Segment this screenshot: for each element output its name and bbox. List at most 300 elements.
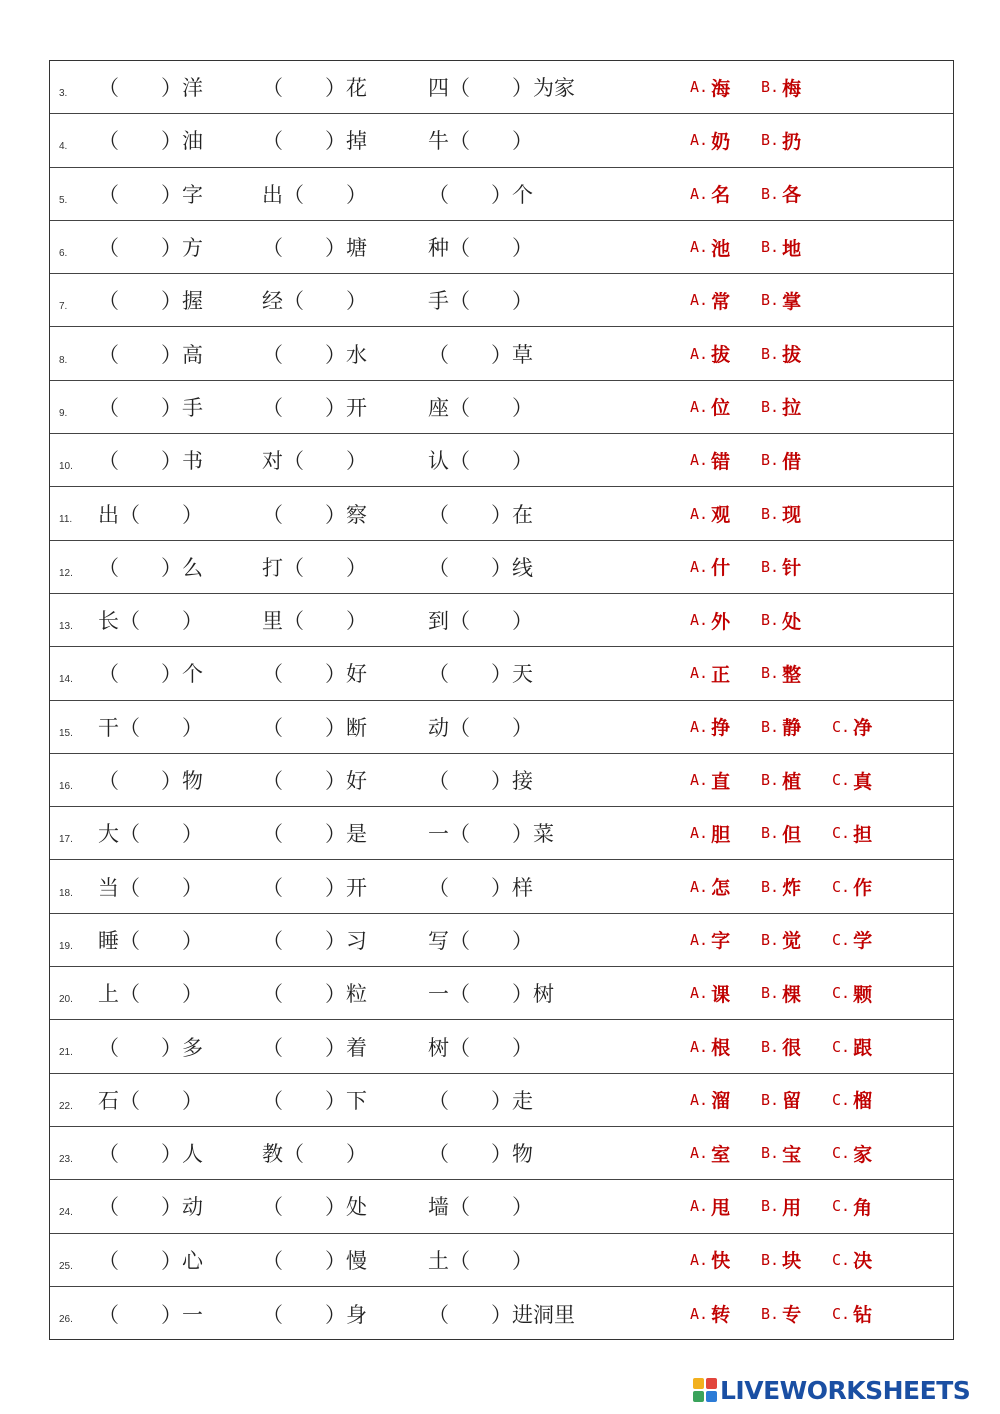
question-row — [50, 274, 953, 327]
answer-option-letter: C. — [832, 984, 851, 1003]
fill-in-blank-item[interactable]: （ ）接 — [428, 769, 533, 794]
fill-in-blank-item[interactable]: 出（ ） — [98, 502, 203, 527]
answer-option-char: 溜 — [711, 1090, 731, 1113]
answer-option-letter: A. — [690, 1197, 709, 1216]
answer-option[interactable] — [690, 168, 730, 220]
answer-option[interactable] — [761, 328, 801, 380]
answer-option-char: 甩 — [711, 1196, 731, 1219]
answer-option[interactable] — [761, 1234, 801, 1286]
answer-option-letter: B. — [761, 611, 780, 630]
question-number: 18. — [59, 887, 73, 899]
answer-option-char: 常 — [711, 290, 731, 313]
answer-option[interactable] — [761, 861, 801, 913]
fill-in-blank-item[interactable]: （ ）好 — [262, 662, 367, 687]
answer-option[interactable] — [832, 1234, 872, 1286]
answer-option-char: 快 — [711, 1250, 731, 1273]
question-number: 14. — [59, 674, 73, 686]
question-number: 5. — [59, 194, 68, 206]
question-row — [50, 221, 953, 274]
answer-option-letter: C. — [832, 930, 851, 949]
answer-option[interactable] — [690, 861, 730, 913]
answer-option-letter: B. — [761, 877, 780, 896]
answer-option-char: 植 — [782, 770, 802, 793]
answer-option-char: 榴 — [853, 1090, 873, 1113]
fill-in-blank-item[interactable]: （ ）高 — [98, 342, 203, 367]
answer-option[interactable] — [761, 381, 801, 433]
answer-option[interactable] — [832, 914, 872, 966]
liveworksheets-logo-text: LIVEWORKSHEETS — [720, 1375, 971, 1405]
liveworksheets-logo — [693, 1375, 970, 1405]
fill-in-blank-item[interactable]: （ ）在 — [428, 502, 533, 527]
answer-option[interactable] — [761, 807, 801, 859]
question-row — [50, 381, 953, 434]
answer-option[interactable] — [690, 647, 730, 699]
answer-option-letter: B. — [761, 1144, 780, 1163]
answer-option-letter: A. — [690, 984, 709, 1003]
answer-option-letter: A. — [690, 1090, 709, 1109]
answer-option[interactable] — [832, 807, 872, 859]
answer-option-letter: C. — [832, 1144, 851, 1163]
answer-option-char: 很 — [782, 1037, 802, 1060]
answer-option-letter: A. — [690, 771, 709, 790]
answer-option[interactable] — [690, 487, 730, 539]
fill-in-blank-item[interactable]: （ ）水 — [262, 342, 367, 367]
fill-in-blank-item[interactable]: 树（ ） — [428, 1035, 533, 1060]
answer-option-letter: A. — [690, 238, 709, 257]
answer-option-char: 名 — [711, 184, 731, 207]
fill-in-blank-item[interactable]: （ ）处 — [262, 1195, 367, 1220]
answer-option[interactable] — [690, 434, 730, 486]
answer-option-letter: C. — [832, 1197, 851, 1216]
fill-in-blank-item[interactable]: 墙（ ） — [428, 1195, 533, 1220]
answer-option[interactable] — [690, 1127, 730, 1179]
fill-in-blank-item[interactable]: （ ）断 — [262, 715, 367, 740]
answer-option-char: 处 — [782, 610, 802, 633]
answer-option[interactable] — [832, 967, 872, 1019]
answer-option[interactable] — [761, 967, 801, 1019]
fill-in-blank-item[interactable]: 种（ ） — [428, 236, 533, 261]
answer-option[interactable] — [690, 701, 730, 753]
answer-option-letter: A. — [690, 1304, 709, 1323]
answer-option-letter: C. — [832, 1090, 851, 1109]
answer-option[interactable] — [761, 594, 801, 646]
answer-option-letter: A. — [690, 451, 709, 470]
answer-option-char: 掌 — [782, 290, 802, 313]
answer-option[interactable] — [832, 1287, 872, 1340]
question-row — [50, 967, 953, 1020]
answer-option-char: 观 — [711, 504, 731, 527]
question-row — [50, 807, 953, 860]
fill-in-blank-item[interactable]: （ ）走 — [428, 1088, 533, 1113]
answer-option-letter: B. — [761, 344, 780, 363]
question-number: 24. — [59, 1207, 73, 1219]
answer-option[interactable] — [690, 274, 730, 326]
answer-option-char: 海 — [711, 77, 731, 100]
answer-option[interactable] — [761, 701, 801, 753]
fill-in-blank-item[interactable]: （ ）洋 — [98, 76, 203, 101]
fill-in-blank-item[interactable]: （ ）好 — [262, 769, 367, 794]
answer-option-char: 真 — [853, 770, 873, 793]
answer-option-letter: B. — [761, 1304, 780, 1323]
answer-option-char: 直 — [711, 770, 731, 793]
answer-option[interactable] — [690, 114, 730, 166]
answer-option-letter: C. — [832, 1250, 851, 1269]
answer-option-char: 静 — [782, 717, 802, 740]
answer-option[interactable] — [690, 1234, 730, 1286]
answer-option[interactable] — [832, 1127, 872, 1179]
answer-option[interactable] — [761, 61, 801, 113]
answer-option[interactable] — [690, 754, 730, 806]
fill-in-blank-item[interactable]: 牛（ ） — [428, 129, 533, 154]
fill-in-blank-item[interactable]: 当（ ） — [98, 875, 203, 900]
answer-option-letter: B. — [761, 664, 780, 683]
fill-in-blank-item[interactable]: （ ）慢 — [262, 1248, 367, 1273]
question-row — [50, 114, 953, 167]
question-row — [50, 61, 953, 114]
fill-in-blank-item[interactable]: （ ）心 — [98, 1248, 203, 1273]
fill-in-blank-item[interactable]: 大（ ） — [98, 822, 203, 847]
question-number: 16. — [59, 780, 73, 792]
answer-option[interactable] — [690, 807, 730, 859]
answer-option-char: 觉 — [782, 930, 802, 953]
answer-option-letter: B. — [761, 824, 780, 843]
answer-option-char: 梅 — [782, 77, 802, 100]
answer-option-letter: A. — [690, 397, 709, 416]
fill-in-blank-item[interactable]: （ ）开 — [262, 875, 367, 900]
answer-option-letter: C. — [832, 824, 851, 843]
answer-option[interactable] — [761, 168, 801, 220]
answer-option-letter: A. — [690, 1144, 709, 1163]
fill-in-blank-item[interactable]: （ ）握 — [98, 289, 203, 314]
answer-option-char: 借 — [782, 450, 802, 473]
answer-option-char: 位 — [711, 397, 731, 420]
answer-option-letter: B. — [761, 291, 780, 310]
question-row — [50, 594, 953, 647]
answer-option-letter: B. — [761, 557, 780, 576]
question-number: 25. — [59, 1260, 73, 1272]
answer-option[interactable] — [832, 701, 872, 753]
answer-option[interactable] — [761, 541, 801, 593]
answer-option-char: 外 — [711, 610, 731, 633]
question-row — [50, 541, 953, 594]
answer-option-letter: B. — [761, 451, 780, 470]
question-row — [50, 701, 953, 754]
answer-option-letter: A. — [690, 291, 709, 310]
question-number: 6. — [59, 247, 68, 259]
answer-option-char: 挣 — [711, 717, 731, 740]
answer-option[interactable] — [761, 434, 801, 486]
answer-option-letter: C. — [832, 1037, 851, 1056]
question-row — [50, 487, 953, 540]
fill-in-blank-item[interactable]: （ ）察 — [262, 502, 367, 527]
answer-option-char: 室 — [711, 1143, 731, 1166]
question-number: 19. — [59, 940, 73, 952]
answer-option-letter: A. — [690, 557, 709, 576]
fill-in-blank-item[interactable]: （ ）个 — [428, 182, 533, 207]
fill-in-blank-item[interactable]: （ ）字 — [98, 182, 203, 207]
answer-option-char: 跟 — [853, 1037, 873, 1060]
fill-in-blank-item[interactable]: （ ）物 — [98, 769, 203, 794]
answer-option[interactable] — [761, 114, 801, 166]
fill-in-blank-item[interactable]: （ ）方 — [98, 236, 203, 261]
fill-in-blank-item[interactable]: 上（ ） — [98, 982, 203, 1007]
answer-option-char: 宝 — [782, 1143, 802, 1166]
fill-in-blank-item[interactable]: （ ）粒 — [262, 982, 367, 1007]
answer-option-letter: B. — [761, 1197, 780, 1216]
answer-option-letter: B. — [761, 717, 780, 736]
answer-option-letter: B. — [761, 1090, 780, 1109]
answer-option[interactable] — [690, 1287, 730, 1340]
answer-option-letter: B. — [761, 771, 780, 790]
answer-option-char: 作 — [853, 877, 873, 900]
answer-option-letter: A. — [690, 664, 709, 683]
fill-in-blank-item[interactable]: （ ）天 — [428, 662, 533, 687]
fill-in-blank-item[interactable]: （ ）多 — [98, 1035, 203, 1060]
answer-option[interactable] — [690, 221, 730, 273]
fill-in-blank-item[interactable]: （ ）是 — [262, 822, 367, 847]
answer-option[interactable] — [761, 647, 801, 699]
question-number: 4. — [59, 141, 68, 153]
fill-in-blank-item[interactable]: （ ）习 — [262, 928, 367, 953]
question-row — [50, 914, 953, 967]
answer-option-char: 什 — [711, 557, 731, 580]
fill-in-blank-item[interactable]: 里（ ） — [262, 609, 367, 634]
answer-option-letter: B. — [761, 184, 780, 203]
answer-option[interactable] — [690, 914, 730, 966]
fill-in-blank-item[interactable]: 睡（ ） — [98, 928, 203, 953]
answer-option-char: 但 — [782, 823, 802, 846]
question-row — [50, 1287, 953, 1340]
answer-option-letter: A. — [690, 184, 709, 203]
question-row — [50, 861, 953, 914]
answer-option-char: 错 — [711, 450, 731, 473]
answer-option[interactable] — [690, 967, 730, 1019]
answer-option-char: 学 — [853, 930, 873, 953]
answer-option-letter: B. — [761, 1250, 780, 1269]
fill-in-blank-item[interactable]: （ ）草 — [428, 342, 533, 367]
fill-in-blank-item[interactable]: （ ）手 — [98, 395, 203, 420]
question-number: 7. — [59, 301, 68, 313]
question-row — [50, 1180, 953, 1233]
fill-in-blank-item[interactable]: （ ）线 — [428, 555, 533, 580]
question-number: 9. — [59, 407, 68, 419]
answer-option-char: 担 — [853, 823, 873, 846]
fill-in-blank-item[interactable]: （ ）掉 — [262, 129, 367, 154]
answer-option[interactable] — [761, 1287, 801, 1340]
answer-option-letter: A. — [690, 877, 709, 896]
answer-option-char: 扔 — [782, 130, 802, 153]
answer-option-letter: A. — [690, 78, 709, 97]
fill-in-blank-item[interactable]: （ ）油 — [98, 129, 203, 154]
question-row — [50, 1074, 953, 1127]
question-number: 23. — [59, 1154, 73, 1165]
question-row — [50, 328, 953, 381]
answer-option-char: 颗 — [853, 983, 873, 1006]
answer-option[interactable] — [832, 1074, 872, 1126]
fill-in-blank-item[interactable]: 土（ ） — [428, 1248, 533, 1273]
answer-option-letter: A. — [690, 344, 709, 363]
fill-in-blank-item[interactable]: 出（ ） — [262, 182, 367, 207]
answer-option-char: 拔 — [711, 344, 731, 367]
answer-option-char: 决 — [853, 1250, 873, 1273]
question-row — [50, 1234, 953, 1287]
fill-in-blank-item[interactable]: 座（ ） — [428, 395, 533, 420]
question-number: 21. — [59, 1047, 73, 1059]
fill-in-blank-item[interactable]: （ ）着 — [262, 1035, 367, 1060]
fill-in-blank-item[interactable]: （ ）花 — [262, 76, 367, 101]
answer-option-char: 钻 — [853, 1304, 873, 1327]
fill-in-blank-item[interactable]: 打（ ） — [262, 555, 367, 580]
answer-option-char: 现 — [782, 504, 802, 527]
question-number: 12. — [59, 567, 73, 579]
answer-option-char: 胆 — [711, 823, 731, 846]
question-number: 26. — [59, 1313, 73, 1325]
answer-option-letter: B. — [761, 930, 780, 949]
question-number: 11. — [59, 514, 73, 526]
answer-option-letter: B. — [761, 397, 780, 416]
answer-option-char: 拔 — [782, 344, 802, 367]
answer-option-letter: A. — [690, 824, 709, 843]
answer-option[interactable] — [761, 754, 801, 806]
fill-in-blank-item[interactable]: （ ）动 — [98, 1195, 203, 1220]
answer-option-letter: A. — [690, 930, 709, 949]
question-number: 20. — [59, 994, 73, 1006]
fill-in-blank-item[interactable]: 到（ ） — [428, 609, 533, 634]
fill-in-blank-item[interactable]: 石（ ） — [98, 1088, 203, 1113]
fill-in-blank-item[interactable]: 经（ ） — [262, 289, 367, 314]
fill-in-blank-item[interactable]: （ ）开 — [262, 395, 367, 420]
question-row — [50, 1020, 953, 1073]
question-number: 3. — [59, 88, 68, 99]
answer-option-char: 怎 — [711, 877, 731, 900]
question-number: 13. — [59, 621, 73, 632]
fill-in-blank-item[interactable]: （ ）下 — [262, 1088, 367, 1113]
answer-option[interactable] — [832, 1020, 872, 1072]
fill-in-blank-item[interactable]: 教（ ） — [262, 1142, 367, 1167]
answer-option[interactable] — [832, 1180, 872, 1232]
answer-option[interactable] — [690, 541, 730, 593]
answer-option-char: 各 — [782, 184, 802, 207]
answer-option[interactable] — [761, 274, 801, 326]
answer-option-char: 家 — [853, 1143, 873, 1166]
answer-option-char: 地 — [782, 237, 802, 260]
answer-option[interactable] — [761, 487, 801, 539]
answer-option-char: 炸 — [782, 877, 802, 900]
question-number: 22. — [59, 1100, 73, 1112]
answer-option[interactable] — [690, 381, 730, 433]
fill-in-blank-item[interactable]: （ ）物 — [428, 1142, 533, 1167]
answer-option[interactable] — [761, 1180, 801, 1232]
answer-option-letter: C. — [832, 717, 851, 736]
answer-option[interactable] — [761, 914, 801, 966]
answer-option-letter: A. — [690, 131, 709, 150]
answer-option-char: 整 — [782, 663, 802, 686]
answer-option[interactable] — [690, 1074, 730, 1126]
answer-option[interactable] — [761, 1020, 801, 1072]
answer-option-letter: B. — [761, 78, 780, 97]
answer-option-letter: B. — [761, 131, 780, 150]
answer-option-char: 转 — [711, 1304, 731, 1327]
answer-option-letter: A. — [690, 1250, 709, 1269]
fill-in-blank-item[interactable]: 四（ ）为家 — [428, 76, 575, 101]
question-row — [50, 1127, 953, 1180]
answer-option-char: 针 — [782, 557, 802, 580]
answer-option[interactable] — [690, 1180, 730, 1232]
answer-option-letter: B. — [761, 504, 780, 523]
question-number: 15. — [59, 727, 73, 739]
answer-option-letter: B. — [761, 984, 780, 1003]
answer-option[interactable] — [690, 1020, 730, 1072]
fill-in-blank-item[interactable]: 动（ ） — [428, 715, 533, 740]
question-row — [50, 647, 953, 700]
fill-in-blank-item[interactable]: （ ）么 — [98, 555, 203, 580]
fill-in-blank-item[interactable]: 手（ ） — [428, 289, 533, 314]
answer-option-letter: B. — [761, 1037, 780, 1056]
fill-in-blank-item[interactable]: 一（ ）菜 — [428, 822, 554, 847]
answer-option-char: 课 — [711, 983, 731, 1006]
fill-in-blank-item[interactable]: （ ）样 — [428, 875, 533, 900]
answer-option-char: 角 — [853, 1196, 873, 1219]
answer-option-char: 池 — [711, 237, 731, 260]
question-row — [50, 168, 953, 221]
question-number: 17. — [59, 834, 73, 846]
fill-in-blank-item[interactable]: （ ）进洞里 — [428, 1302, 575, 1327]
fill-in-blank-item[interactable]: （ ）书 — [98, 449, 203, 474]
question-row — [50, 434, 953, 487]
fill-in-blank-item[interactable]: （ ）个 — [98, 662, 203, 687]
answer-option-char: 留 — [782, 1090, 802, 1113]
answer-option-char: 净 — [853, 717, 873, 740]
answer-option[interactable] — [761, 1074, 801, 1126]
question-number: 8. — [59, 354, 68, 366]
answer-option-letter: B. — [761, 238, 780, 257]
answer-option-letter: C. — [832, 1304, 851, 1323]
answer-option-letter: A. — [690, 504, 709, 523]
answer-option[interactable] — [832, 861, 872, 913]
fill-in-blank-item[interactable]: （ ）一 — [98, 1302, 203, 1327]
fill-in-blank-item[interactable]: 长（ ） — [98, 609, 203, 634]
fill-in-blank-item[interactable]: 写（ ） — [428, 928, 533, 953]
question-number: 10. — [59, 461, 73, 473]
liveworksheets-logo-icon — [693, 1378, 717, 1402]
answer-option[interactable] — [761, 1127, 801, 1179]
answer-option-char: 用 — [782, 1196, 802, 1219]
fill-in-blank-item[interactable]: （ ）塘 — [262, 236, 367, 261]
answer-option-char: 字 — [711, 930, 731, 953]
answer-option[interactable] — [832, 754, 872, 806]
answer-option-char: 根 — [711, 1037, 731, 1060]
fill-in-blank-item[interactable]: 认（ ） — [428, 449, 533, 474]
answer-option-letter: C. — [832, 877, 851, 896]
answer-option-letter: C. — [832, 771, 851, 790]
answer-option[interactable] — [690, 328, 730, 380]
answer-option-letter: A. — [690, 717, 709, 736]
fill-in-blank-item[interactable]: 对（ ） — [262, 449, 367, 474]
fill-in-blank-item[interactable]: （ ）身 — [262, 1302, 367, 1327]
answer-option-char: 奶 — [711, 130, 731, 153]
fill-in-blank-item[interactable]: 一（ ）树 — [428, 982, 554, 1007]
answer-option-char: 块 — [782, 1250, 802, 1273]
answer-option[interactable] — [761, 221, 801, 273]
answer-option[interactable] — [690, 61, 730, 113]
answer-option-char: 拉 — [782, 397, 802, 420]
fill-in-blank-item[interactable]: 干（ ） — [98, 715, 203, 740]
answer-option[interactable] — [690, 594, 730, 646]
fill-in-blank-item[interactable]: （ ）人 — [98, 1142, 203, 1167]
answer-option-char: 棵 — [782, 983, 802, 1006]
answer-option-letter: A. — [690, 611, 709, 630]
worksheet-table — [49, 60, 954, 1340]
